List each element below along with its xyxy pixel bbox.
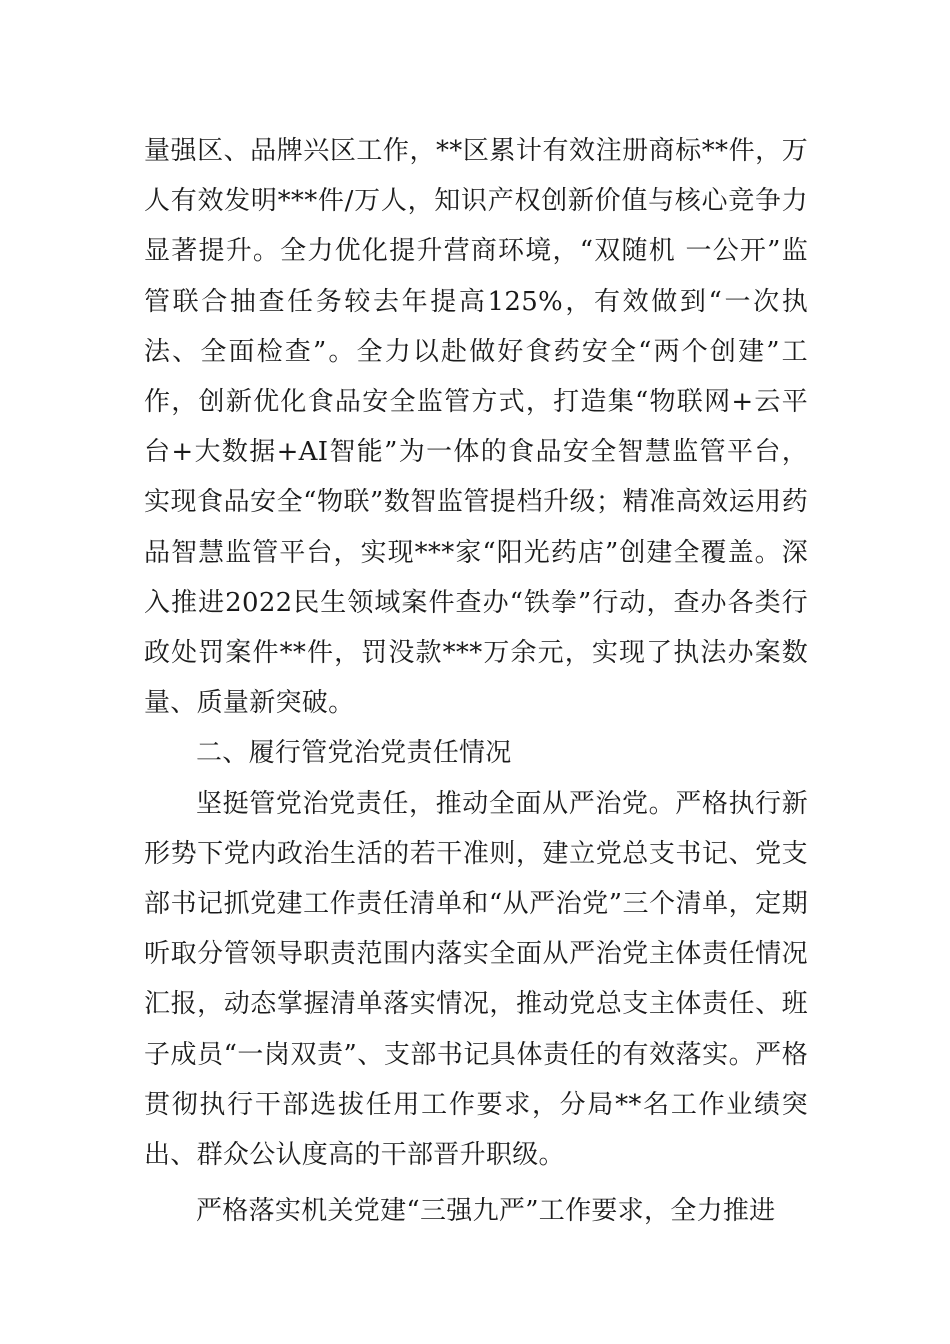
document-body: [144, 126, 808, 1236]
paragraph: 严格落实机关党建“三强九严”工作要求，全力推进: [196, 1196, 776, 1227]
section-heading: 二、履行管党治党责任情况: [196, 738, 512, 769]
paragraph: 坚挺管党治党责任，推动全面从严治党。严格执行新形势下党内政治生活的若干准则，建立党总支书记、党支部书记抓党建工作责任清单和“从严治党”三个清单，定期听取分管领导职责范围内落实全面从严治党主体责任情况汇报，动态掌握清单落实情况，推动党总支主体责任、班子成员“一岗双责”、支部书记具体责任的有效落实。严格贯彻执行干部选拔任用工作要求，分局**名工作业绩突出、群众公认度高的干部晋升职级。: [144, 788, 808, 1171]
paragraph-continued: 量强区、品牌兴区工作，**区累计有效注册商标**件，万人有效发明***件/万人，知识产权创新价值与核心竞争力显著提升。全力优化提升营商环境，“双随机 一公开”监管联合抽查任务较去年提高125%，有效做到“一次执法、全面检查”。全力以赴做好食药安全“两个创建”工作，创新优化食品安全监管方式，打造集“物联网+云平台+大数据+AI智能”为一体的食品安全智慧监管平台，实现食品安全“物联”数智监管提档升级；精准高效运用药品智慧监管平台，实现***家“阳光药店”创建全覆盖。深入推进2022民生领域案件查办“铁拳”行动，查办各类行政处罚案件**件，罚没款***万余元，实现了执法办案数量、质量新突破。: [144, 136, 808, 719]
